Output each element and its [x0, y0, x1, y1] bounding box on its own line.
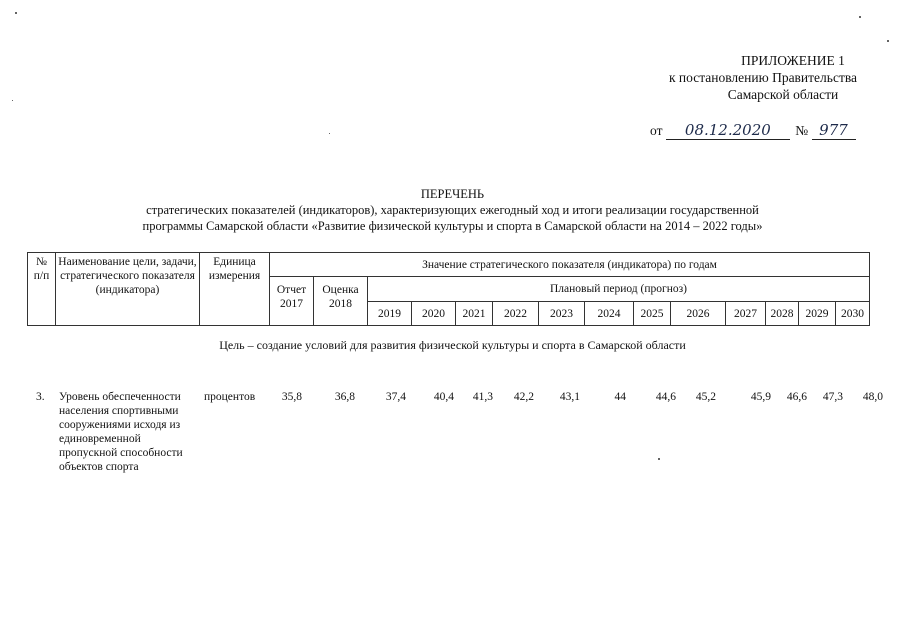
scan-speck	[15, 12, 17, 14]
document-heading	[0, 186, 905, 234]
row-indicator-name: Уровень обеспеченности населения спортивными сооружениями исходя из единовременной пропускной способности объектов спорта	[59, 391, 183, 473]
row-value: 35,8	[281, 391, 302, 403]
col-name-header: Наименование цели, задачи, стратегического показателя (индикатора)	[56, 253, 200, 326]
col-values-header: Значение стратегического показателя (индикатора) по годам	[270, 253, 870, 277]
row-value: 46,6	[786, 391, 807, 403]
scan-speck	[658, 458, 660, 460]
appendix-line2: Самарской области	[727, 87, 839, 102]
number-value: 977	[812, 121, 856, 140]
report-2017-header: Отчет 2017	[270, 277, 314, 326]
row-value: 45,9	[750, 391, 771, 403]
row-value: 45,2	[695, 391, 716, 403]
goal-text: Цель – создание условий для развития физической культуры и спорта в Самарской области	[219, 338, 686, 352]
row-value: 44,6	[655, 391, 676, 403]
year-header: 2022	[493, 302, 539, 326]
year-header: 2030	[836, 302, 870, 326]
indicator-table-header	[27, 252, 870, 326]
date-value: 08.12.2020	[666, 121, 790, 140]
row-value: 36,8	[334, 391, 355, 403]
row-value: 40,4	[433, 391, 454, 403]
col-unit-header: Единица измерения	[200, 253, 270, 326]
row-value: 43,1	[559, 391, 580, 403]
number-prefix: №	[795, 123, 809, 138]
year-header: 2025	[634, 302, 671, 326]
row-value: 48,0	[862, 391, 883, 403]
date-number-line	[650, 121, 856, 140]
scan-speck	[887, 40, 889, 42]
col-number-header: № п/п	[28, 253, 56, 326]
year-header: 2026	[671, 302, 726, 326]
row-value: 41,3	[472, 391, 493, 403]
heading-line2: программы Самарской области «Развитие физической культуры и спорта в Самарской области на 2014 – 2022 годы»	[142, 219, 763, 233]
year-header: 2021	[456, 302, 493, 326]
year-header: 2020	[412, 302, 456, 326]
row-value: 47,3	[822, 391, 843, 403]
planned-period-header: Плановый период (прогноз)	[368, 277, 870, 302]
row-value: 44	[614, 391, 626, 403]
scan-speck	[859, 16, 861, 18]
year-header: 2027	[726, 302, 766, 326]
row-value: 37,4	[385, 391, 406, 403]
row-value: 42,2	[513, 391, 534, 403]
year-header: 2029	[799, 302, 836, 326]
appendix-block	[663, 52, 863, 103]
heading-line1: стратегических показателей (индикаторов), характеризующих ежегодный ход и итоги реализации государственной	[146, 203, 759, 217]
year-header: 2028	[766, 302, 799, 326]
date-prefix: от	[650, 123, 663, 138]
year-header: 2023	[539, 302, 585, 326]
row-number: 3.	[36, 391, 45, 403]
scan-speck	[329, 133, 330, 134]
year-header: 2019	[368, 302, 412, 326]
heading-title: ПЕРЕЧЕНЬ	[420, 187, 485, 201]
estimate-2018-header: Оценка 2018	[314, 277, 368, 326]
appendix-title: ПРИЛОЖЕНИЕ 1	[741, 53, 845, 68]
year-header: 2024	[585, 302, 634, 326]
appendix-line1: к постановлению Правительства	[668, 70, 858, 85]
scan-speck	[12, 100, 13, 101]
row-unit: процентов	[204, 391, 256, 403]
